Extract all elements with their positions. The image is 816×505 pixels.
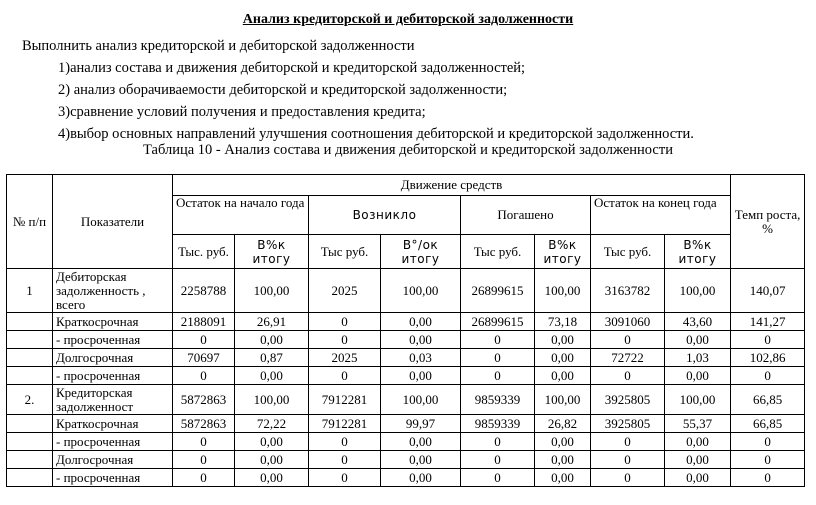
row-value: 0: [309, 469, 381, 487]
task-item: 4)выбор основных направлений улучшения соотношения дебиторской и кредиторской задолженности.: [58, 126, 694, 142]
row-indicator: - просроченная: [53, 367, 173, 385]
table-row: [7, 385, 805, 415]
row-value: 0: [731, 331, 805, 349]
row-value: 100,00: [665, 269, 731, 313]
row-value: 0,00: [235, 451, 309, 469]
row-value: 0,00: [381, 433, 461, 451]
row-number: [7, 469, 53, 487]
row-indicator: Дебиторская задолженность , всего: [53, 269, 173, 313]
row-value: 9859339: [461, 385, 535, 415]
intro-text: Выполнить анализ кредиторской и дебиторской задолженности: [22, 38, 415, 54]
row-value: 0: [461, 367, 535, 385]
row-value: 0: [173, 433, 235, 451]
row-value: 0,00: [665, 331, 731, 349]
table-row: [7, 451, 805, 469]
row-number: [7, 415, 53, 433]
row-value: 0,00: [665, 367, 731, 385]
header-arose: Возникло: [309, 196, 461, 235]
row-value: 0: [731, 367, 805, 385]
row-indicator: - просроченная: [53, 469, 173, 487]
row-value: 100,00: [665, 385, 731, 415]
row-value: 5872863: [173, 415, 235, 433]
row-value: 0,00: [381, 313, 461, 331]
row-value: 0,00: [665, 433, 731, 451]
row-value: 0: [173, 331, 235, 349]
row-number: 1: [7, 269, 53, 313]
header-start-rub: Тыс. руб.: [173, 235, 235, 269]
row-number: [7, 331, 53, 349]
page-title: Анализ кредиторской и дебиторской задолженности: [242, 12, 574, 27]
row-value: 0,00: [535, 451, 591, 469]
analysis-table: [6, 174, 805, 487]
row-value: 0,00: [535, 331, 591, 349]
row-value: 100,00: [535, 385, 591, 415]
row-indicator: Краткосрочная: [53, 313, 173, 331]
row-value: 102,86: [731, 349, 805, 367]
row-value: 0: [591, 469, 665, 487]
row-value: 26899615: [461, 269, 535, 313]
row-indicator: Долгосрочная: [53, 451, 173, 469]
header-repaid-rub: Тыс руб.: [461, 235, 535, 269]
row-value: 0: [461, 331, 535, 349]
row-indicator: Долгосрочная: [53, 349, 173, 367]
header-start: Остаток на начало года: [173, 196, 309, 235]
row-number: [7, 313, 53, 331]
row-indicator: - просроченная: [53, 331, 173, 349]
row-value: 26,82: [535, 415, 591, 433]
row-indicator: Кредиторская задолженност: [53, 385, 173, 415]
row-value: 73,18: [535, 313, 591, 331]
header-end: Остаток на конец года: [591, 196, 731, 235]
row-value: 0: [309, 313, 381, 331]
row-value: 99,97: [381, 415, 461, 433]
row-value: 0,00: [381, 331, 461, 349]
row-number: 2.: [7, 385, 53, 415]
row-value: 3091060: [591, 313, 665, 331]
row-value: 140,07: [731, 269, 805, 313]
table-row: [7, 415, 805, 433]
row-value: 55,37: [665, 415, 731, 433]
row-value: 72722: [591, 349, 665, 367]
row-value: 0,00: [535, 469, 591, 487]
row-value: 0,00: [235, 331, 309, 349]
header-repaid: Погашено: [461, 196, 591, 235]
row-number: [7, 349, 53, 367]
task-item: 3)сравнение условий получения и предоставления кредита;: [58, 104, 426, 120]
table-row: [7, 367, 805, 385]
row-value: 0,00: [381, 451, 461, 469]
row-value: 0: [309, 451, 381, 469]
row-number: [7, 367, 53, 385]
table-caption: Таблица 10 - Анализ состава и движения дебиторской и кредиторской задолженности: [143, 142, 673, 158]
row-value: 100,00: [381, 385, 461, 415]
row-number: [7, 433, 53, 451]
row-value: 0,00: [665, 451, 731, 469]
row-value: 0: [173, 367, 235, 385]
header-movement: Движение средств: [173, 175, 731, 196]
row-value: 0: [309, 433, 381, 451]
row-value: 0: [309, 331, 381, 349]
row-value: 0,00: [381, 469, 461, 487]
row-value: 7912281: [309, 385, 381, 415]
row-value: 0: [591, 451, 665, 469]
row-value: 66,85: [731, 415, 805, 433]
header-num: № п/п: [7, 175, 53, 269]
table-row: [7, 331, 805, 349]
row-value: 0: [461, 349, 535, 367]
row-value: 0,00: [381, 367, 461, 385]
row-value: 2258788: [173, 269, 235, 313]
row-value: 0: [173, 451, 235, 469]
header-arose-pct: В°/ок итогу: [381, 235, 461, 269]
task-item: 1)анализ состава и движения дебиторской и кредиторской задолженностей;: [58, 60, 526, 76]
row-value: 3925805: [591, 415, 665, 433]
row-value: 7912281: [309, 415, 381, 433]
row-value: 0: [591, 367, 665, 385]
row-value: 72,22: [235, 415, 309, 433]
task-item: 2) анализ оборачиваемости дебиторской и кредиторской задолженности;: [58, 82, 508, 98]
row-value: 0,00: [235, 367, 309, 385]
row-value: 100,00: [535, 269, 591, 313]
row-value: 0,00: [665, 469, 731, 487]
row-value: 0,87: [235, 349, 309, 367]
row-value: 26899615: [461, 313, 535, 331]
row-value: 26,91: [235, 313, 309, 331]
row-value: 100,00: [381, 269, 461, 313]
row-value: 0,00: [535, 367, 591, 385]
table-row: [7, 313, 805, 331]
row-value: 0: [461, 469, 535, 487]
row-value: 0: [461, 433, 535, 451]
header-start-pct: В%к итогу: [235, 235, 309, 269]
row-value: 0: [591, 331, 665, 349]
row-value: 9859339: [461, 415, 535, 433]
row-value: 3163782: [591, 269, 665, 313]
row-indicator: Краткосрочная: [53, 415, 173, 433]
header-indicator: Показатели: [53, 175, 173, 269]
table-row: [7, 433, 805, 451]
row-value: 0: [731, 451, 805, 469]
row-value: 0,03: [381, 349, 461, 367]
table-body: [7, 269, 805, 487]
row-value: 0: [591, 433, 665, 451]
header-repaid-pct: В%к итогу: [535, 235, 591, 269]
row-value: 2188091: [173, 313, 235, 331]
row-value: 100,00: [235, 385, 309, 415]
row-value: 141,27: [731, 313, 805, 331]
row-value: 2025: [309, 269, 381, 313]
row-value: 0,00: [535, 433, 591, 451]
header-end-rub: Тыс руб.: [591, 235, 665, 269]
row-indicator: - просроченная: [53, 433, 173, 451]
row-value: 70697: [173, 349, 235, 367]
header-arose-rub: Тыс руб.: [309, 235, 381, 269]
row-value: 5872863: [173, 385, 235, 415]
row-value: 66,85: [731, 385, 805, 415]
row-value: 0: [173, 469, 235, 487]
table-row: [7, 349, 805, 367]
row-value: 2025: [309, 349, 381, 367]
row-value: 43,60: [665, 313, 731, 331]
row-value: 0: [731, 469, 805, 487]
row-value: 0: [309, 367, 381, 385]
row-value: 0,00: [235, 433, 309, 451]
row-value: 0: [731, 433, 805, 451]
row-value: 100,00: [235, 269, 309, 313]
row-value: 0,00: [235, 469, 309, 487]
row-value: 3925805: [591, 385, 665, 415]
header-growth: Темп роста, %: [731, 175, 805, 269]
row-value: 1,03: [665, 349, 731, 367]
header-end-pct: В%к итогу: [665, 235, 731, 269]
table-row: [7, 469, 805, 487]
row-number: [7, 451, 53, 469]
row-value: 0,00: [535, 349, 591, 367]
row-value: 0: [461, 451, 535, 469]
table-row: [7, 269, 805, 313]
